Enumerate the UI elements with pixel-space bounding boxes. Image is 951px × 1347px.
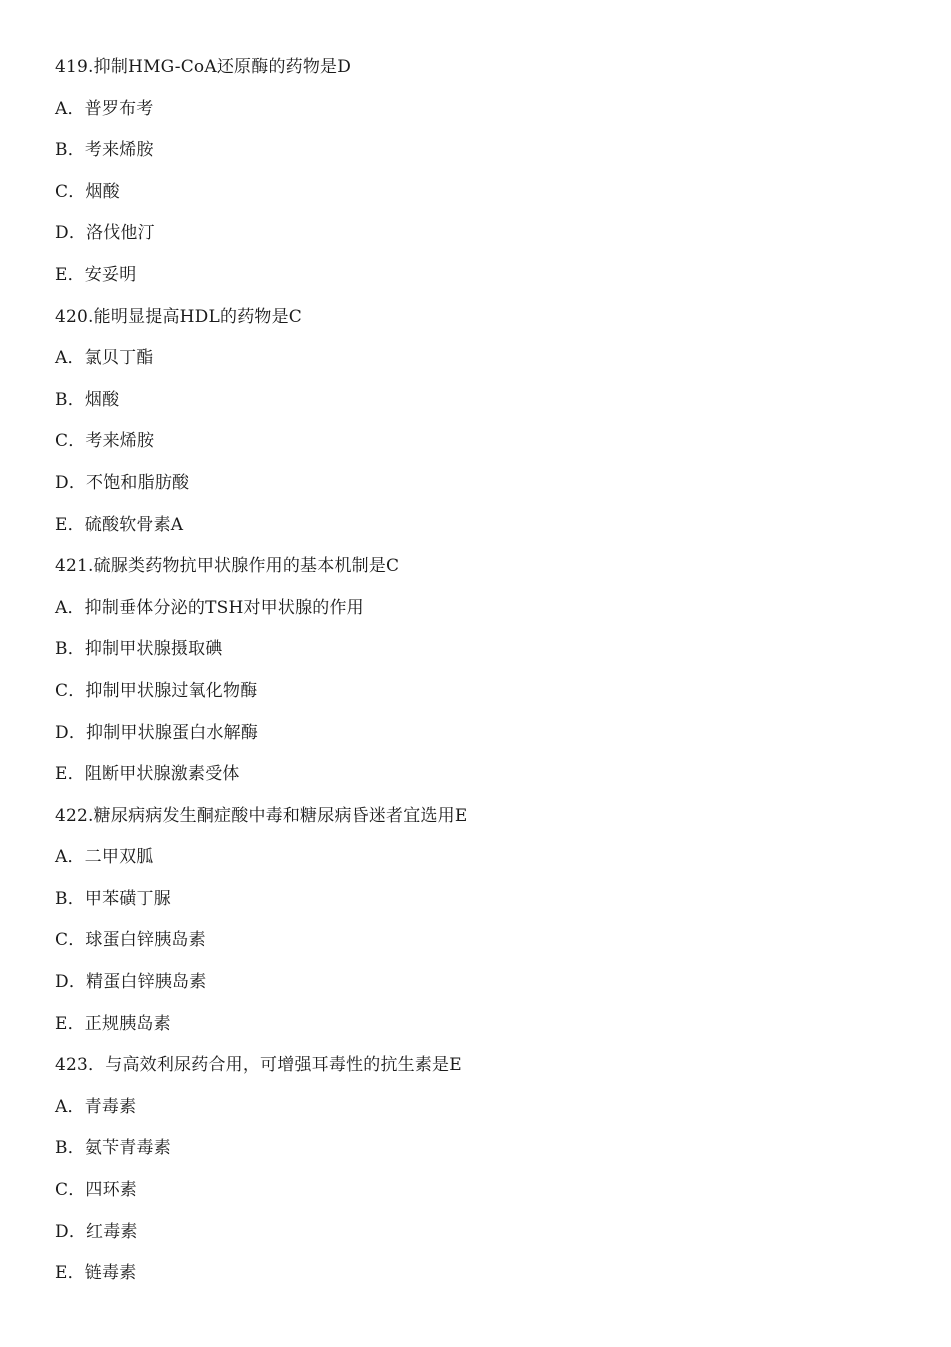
answer-option: D．抑制甲状腺蛋白水解酶 (55, 722, 259, 743)
answer-option: B．抑制甲状腺摄取碘 (55, 639, 223, 660)
answer-option: A．抑制垂体分泌的TSH对甲状腺的作用 (55, 597, 364, 618)
answer-option: B．甲苯磺丁脲 (55, 888, 171, 909)
answer-option: E．链毒素 (55, 1263, 137, 1284)
answer-option: C．抑制甲状腺过氧化物酶 (55, 680, 258, 701)
document-page (55, 54, 911, 1302)
answer-option: A．普罗布考 (55, 98, 154, 119)
question-stem: 421.硫脲类药物抗甲状腺作用的基本机制是C (55, 556, 400, 577)
answer-option: D．不饱和脂肪酸 (55, 472, 190, 493)
question-stem: 419.抑制HMG-CoA还原酶的药物是D (55, 57, 352, 77)
answer-option: A．二甲双胍 (55, 847, 154, 868)
answer-option: E．安妥明 (55, 264, 137, 285)
answer-option: D．洛伐他汀 (55, 223, 155, 244)
answer-option: D．红毒素 (55, 1221, 138, 1242)
answer-option: C．球蛋白锌胰岛素 (55, 930, 206, 951)
answer-option: B．氨苄青毒素 (55, 1138, 171, 1159)
answer-option: C．四环素 (55, 1180, 138, 1201)
answer-option: E．硫酸软骨素A (55, 514, 184, 535)
answer-option: A．青毒素 (55, 1096, 137, 1117)
question-stem: 423．与高效利尿药合用，可增强耳毒性的抗生素是E (55, 1055, 462, 1076)
answer-option: B．烟酸 (55, 389, 120, 410)
answer-option: C．烟酸 (55, 181, 120, 202)
answer-option: C．考来烯胺 (55, 431, 155, 452)
answer-option: E．阻断甲状腺激素受体 (55, 764, 240, 785)
answer-option: A．氯贝丁酯 (55, 348, 154, 369)
answer-option: D．精蛋白锌胰岛素 (55, 972, 207, 993)
answer-option: B．考来烯胺 (55, 140, 154, 161)
question-stem: 420.能明显提高HDL的药物是C (55, 306, 303, 327)
question-stem: 422.糖尿病病发生酮症酸中毒和糖尿病昏迷者宜选用E (55, 805, 468, 826)
answer-option: E．正规胰岛素 (55, 1013, 171, 1034)
